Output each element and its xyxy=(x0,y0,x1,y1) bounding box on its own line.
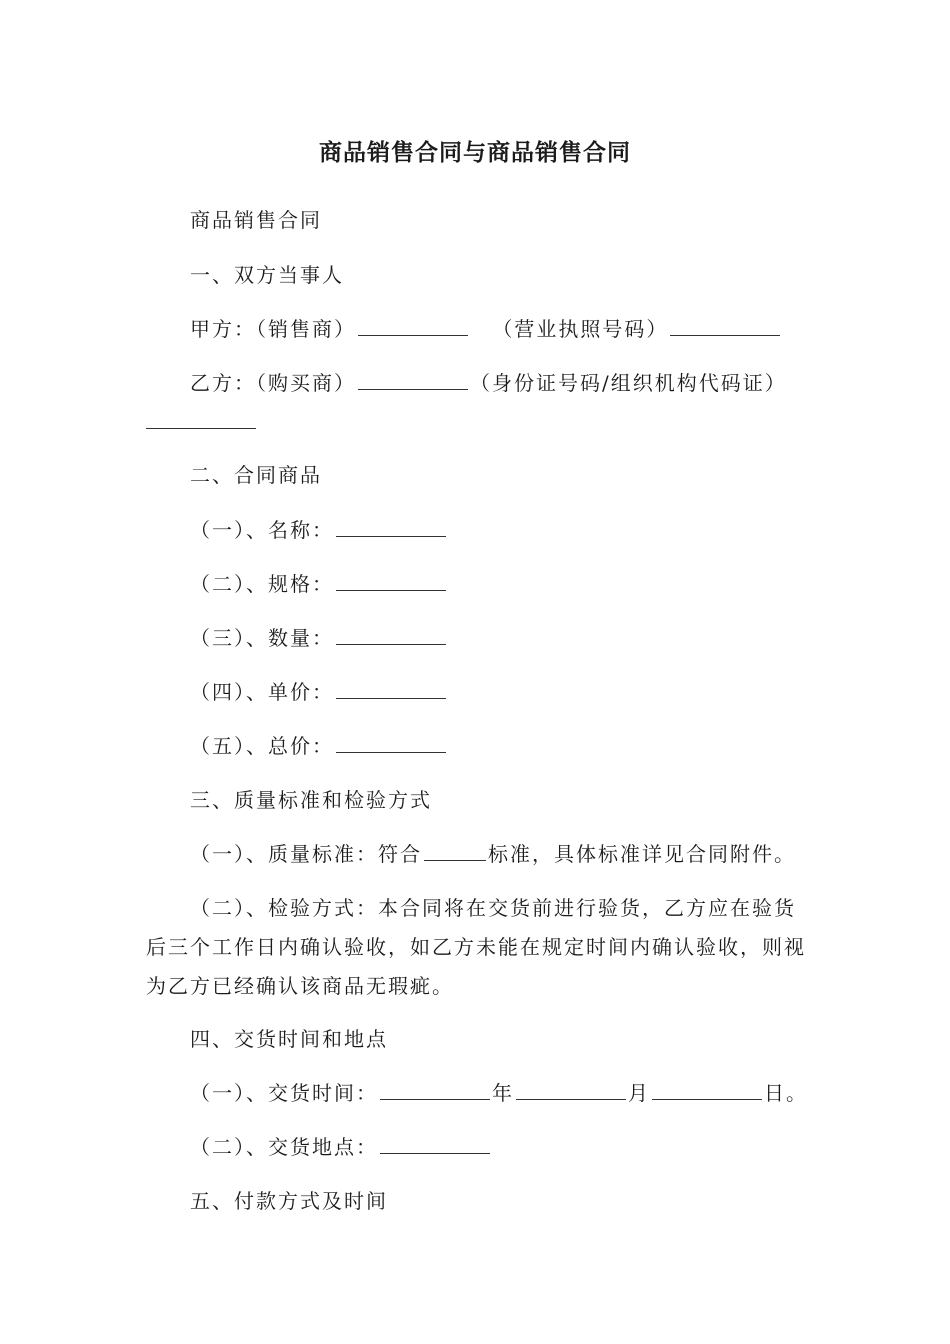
goods-total-price-blank xyxy=(336,734,446,753)
party-b-id-label: （身份证号码/组织机构代码证） xyxy=(470,371,787,395)
delivery-year-blank xyxy=(380,1081,490,1100)
quality-standard-blank xyxy=(424,842,486,861)
section-5-heading: 五、付款方式及时间 xyxy=(190,1189,388,1213)
quality-standard-line xyxy=(190,840,796,868)
party-a-license-blank xyxy=(670,317,780,336)
goods-quantity-label: （三）、数量： xyxy=(190,626,334,650)
month-label: 月 xyxy=(628,1081,650,1105)
delivery-month-blank xyxy=(516,1081,626,1100)
goods-name-line xyxy=(190,516,448,544)
section-2-heading: 二、合同商品 xyxy=(190,463,322,487)
goods-spec-line xyxy=(190,570,448,598)
party-b-name-blank xyxy=(358,371,468,390)
section-1-heading: 一、双方当事人 xyxy=(190,263,344,287)
goods-spec-blank xyxy=(336,572,446,591)
contract-subtitle: 商品销售合同 xyxy=(190,208,322,232)
delivery-place-blank xyxy=(380,1135,490,1154)
party-b-line xyxy=(190,369,787,397)
goods-spec-label: （二）、规格： xyxy=(190,572,334,596)
party-a-label: 甲方：（销售商） xyxy=(190,317,356,341)
section-3-heading: 三、质量标准和检验方式 xyxy=(190,788,432,812)
document-title: 商品销售合同与商品销售合同 xyxy=(319,140,631,166)
year-label: 年 xyxy=(492,1081,514,1105)
goods-quantity-blank xyxy=(336,626,446,645)
goods-unit-price-blank xyxy=(336,680,446,699)
quality-standard-suffix: 标准，具体标准详见合同附件。 xyxy=(488,842,796,866)
delivery-time-label: （一）、交货时间： xyxy=(190,1081,378,1105)
quality-standard-prefix: （一）、质量标准：符合 xyxy=(190,842,422,866)
party-a-name-blank xyxy=(358,317,468,336)
goods-unit-price-line xyxy=(190,678,448,706)
delivery-day-blank xyxy=(652,1081,762,1100)
goods-name-label: （一）、名称： xyxy=(190,518,334,542)
day-label: 日。 xyxy=(764,1081,808,1105)
goods-total-price-line xyxy=(190,732,448,760)
delivery-place-line xyxy=(190,1133,492,1161)
party-b-id-blank xyxy=(146,410,256,429)
delivery-time-line xyxy=(190,1079,808,1107)
goods-unit-price-label: （四）、单价： xyxy=(190,680,334,704)
goods-name-blank xyxy=(336,518,446,537)
delivery-place-label: （二）、交货地点： xyxy=(190,1135,378,1159)
section-4-heading: 四、交货时间和地点 xyxy=(190,1027,388,1051)
inspection-paragraph: （二）、检验方式：本合同将在交货前进行验货，乙方应在验货后三个工作日内确认验收，如乙方未能在规定时间内确认验收，则视为乙方已经确认该商品无瑕疵。 xyxy=(146,896,806,998)
party-a-line xyxy=(190,315,782,343)
goods-total-price-label: （五）、总价： xyxy=(190,734,334,758)
party-a-license-label: （营业执照号码） xyxy=(492,317,669,341)
party-b-id-line xyxy=(146,408,258,436)
goods-quantity-line xyxy=(190,624,448,652)
party-b-label: 乙方：（购买商） xyxy=(190,371,356,395)
